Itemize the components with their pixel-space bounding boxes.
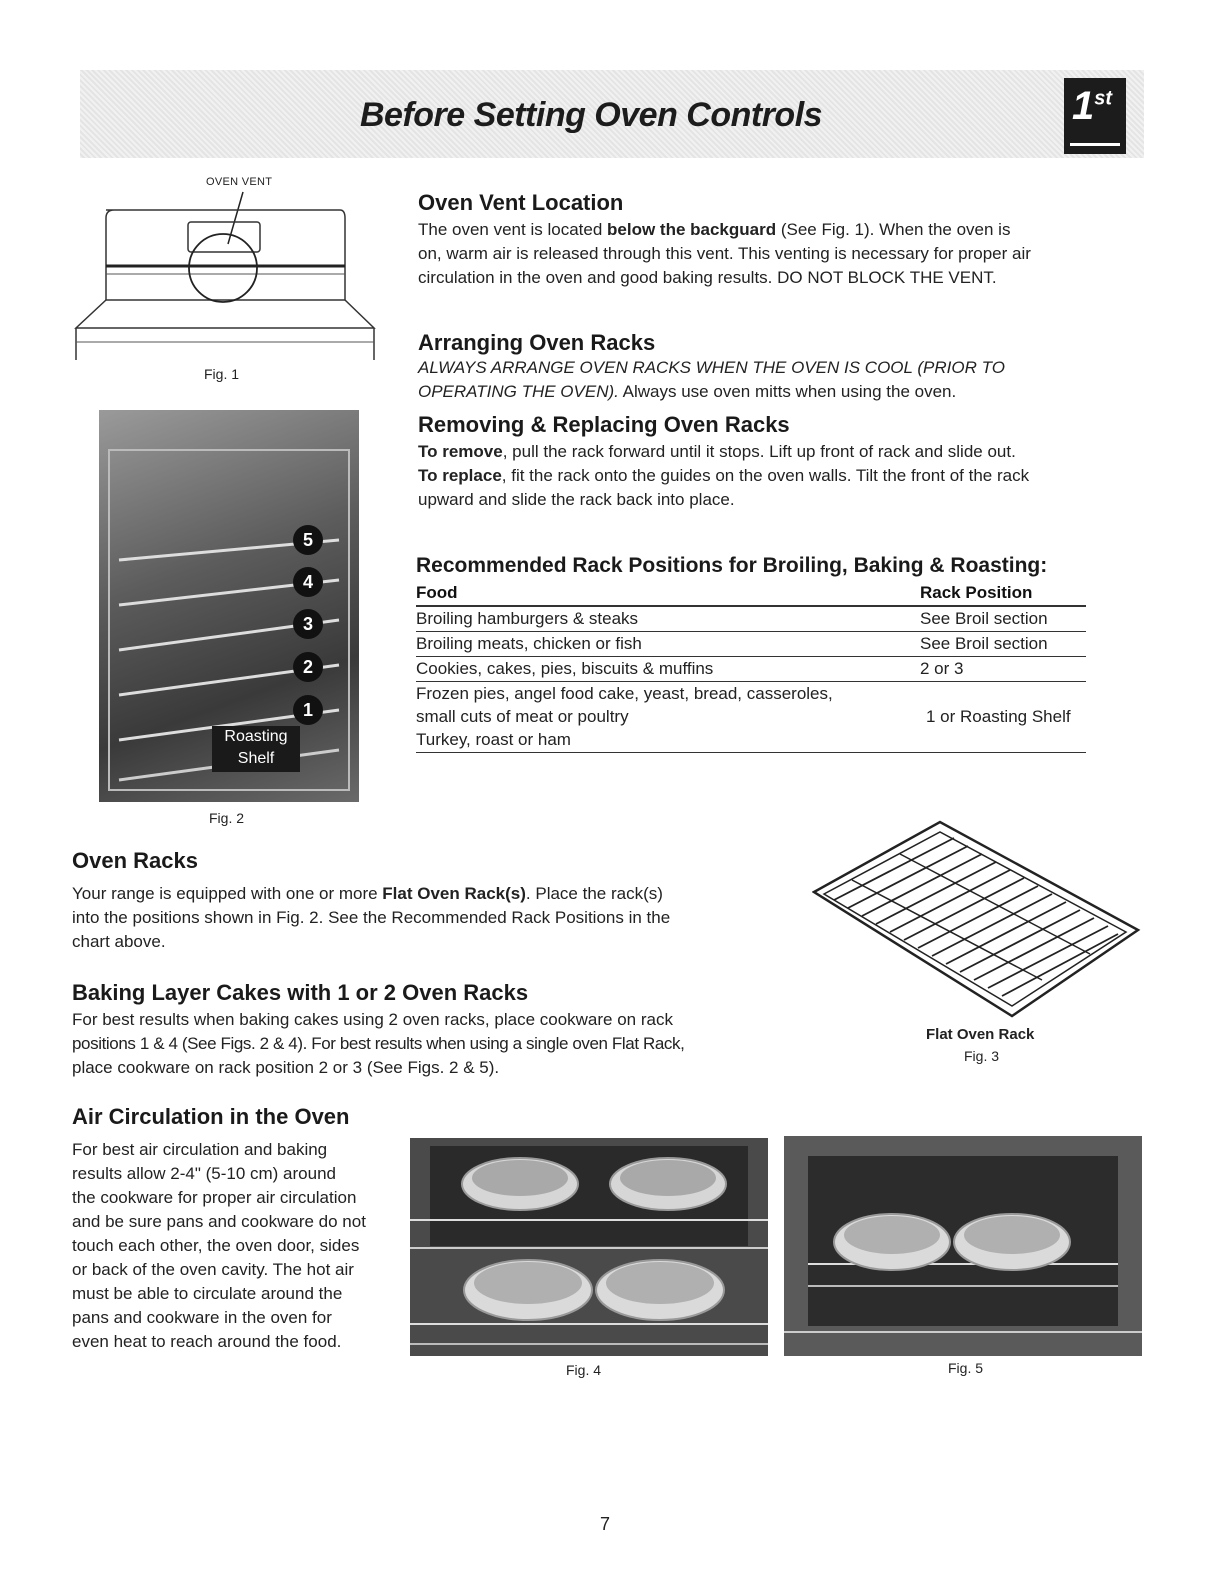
badge-suffix: st — [1094, 87, 1113, 110]
fig2-caption: Fig. 2 — [209, 810, 245, 826]
oven-racks-text: Your range is equipped with one or more Flat Oven Rack(s). Place the rack(s) into the positions shown in Fig. 2. See the Recommended Rack Positions in the chart above. — [72, 884, 671, 951]
food-column-header: Food — [416, 583, 458, 602]
rack-position-5-marker: 5 — [293, 525, 323, 555]
fig1-caption: Fig. 1 — [204, 366, 240, 382]
fig1-backguard-drawing — [70, 190, 380, 360]
badge-number: 1 — [1072, 84, 1095, 128]
air-circulation-text: For best air circulation and baking results allow 2-4" (5-10 cm) around the cookware for proper air circulation and be sure pans and cookware do not touch each other, the oven door, sides or back of the oven cavity. The hot air must be able to circulate around the pans and cookware in the oven for even heat to reach around the food. — [72, 1140, 366, 1351]
rack-positions-table — [416, 581, 1086, 753]
table-header-row — [416, 581, 1086, 607]
arranging-racks-heading: Arranging Oven Racks — [418, 330, 656, 355]
page-number: 7 — [600, 1514, 611, 1534]
oven-vent-text: The oven vent is located below the backguard (See Fig. 1). When the oven is on, warm air is released through this vent. This venting is necessary for proper air circulation in the oven and good baking results. DO NOT BLOCK THE VENT. — [418, 220, 1031, 287]
rack-position-2-marker: 2 — [293, 652, 323, 682]
roasting-shelf-label: Roasting Shelf — [212, 726, 300, 772]
fig5-caption: Fig. 5 — [948, 1360, 984, 1376]
removing-replacing-heading: Removing & Replacing Oven Racks — [418, 412, 790, 437]
oven-racks-heading: Oven Racks — [72, 848, 198, 873]
fig4-two-rack-cake-photo — [410, 1138, 768, 1356]
fig2-oven-rack-photo — [99, 410, 359, 802]
table-row: Cookies, cakes, pies, biscuits & muffins 2 or 3 — [416, 657, 1086, 682]
rack-position-3-marker: 3 — [293, 609, 323, 639]
fig3-flat-oven-rack-drawing — [812, 820, 1142, 1020]
fig4-caption: Fig. 4 — [566, 1362, 602, 1378]
oven-vent-label: OVEN VENT — [206, 176, 273, 188]
oven-vent-heading: Oven Vent Location — [418, 190, 624, 215]
table-row: Broiling hamburgers & steaks See Broil section — [416, 607, 1086, 632]
rack-position-1-marker: 1 — [293, 695, 323, 725]
fig3-label: Flat Oven Rack — [926, 1026, 1035, 1043]
table-row: Frozen pies, angel food cake, yeast, bread, casseroles, small cuts of meat or poultry Turkey, roast or ham 1 or Roasting Shelf — [416, 682, 1086, 753]
air-circulation-heading: Air Circulation in the Oven — [72, 1104, 350, 1129]
rack-positions-table-title: Recommended Rack Positions for Broiling, Baking & Roasting: — [416, 554, 1048, 577]
fig3-caption: Fig. 3 — [964, 1048, 1000, 1064]
page-title: Before Setting Oven Controls — [360, 96, 823, 134]
arranging-racks-text: ALWAYS ARRANGE OVEN RACKS WHEN THE OVEN IS COOL (PRIOR TO OPERATING THE OVEN). Always use oven mitts when using the oven. — [418, 358, 1005, 401]
table-row: Broiling meats, chicken or fish See Broil section — [416, 632, 1086, 657]
baking-layer-cakes-text: For best results when baking cakes using 2 oven racks, place cookware on rack positions 1 & 4 (See Figs. 2 & 4). For best results when using a single oven Flat Rack, place cookware on rack position 2 or 3 (See Figs. 2 & 5). — [72, 1010, 685, 1077]
removing-replacing-text: To remove, pull the rack forward until it stops. Lift up front of rack and slide out. To replace, fit the rack onto the guides on the oven walls. Tilt the front of the rack upward and slide the rack back into place. — [418, 442, 1030, 509]
rack-position-4-marker: 4 — [293, 567, 323, 597]
baking-layer-cakes-heading: Baking Layer Cakes with 1 or 2 Oven Racks — [72, 980, 529, 1005]
fig5-single-rack-cake-photo — [784, 1136, 1142, 1356]
rack-position-column-header: Rack Position — [920, 583, 1033, 602]
first-step-badge — [1064, 78, 1126, 154]
